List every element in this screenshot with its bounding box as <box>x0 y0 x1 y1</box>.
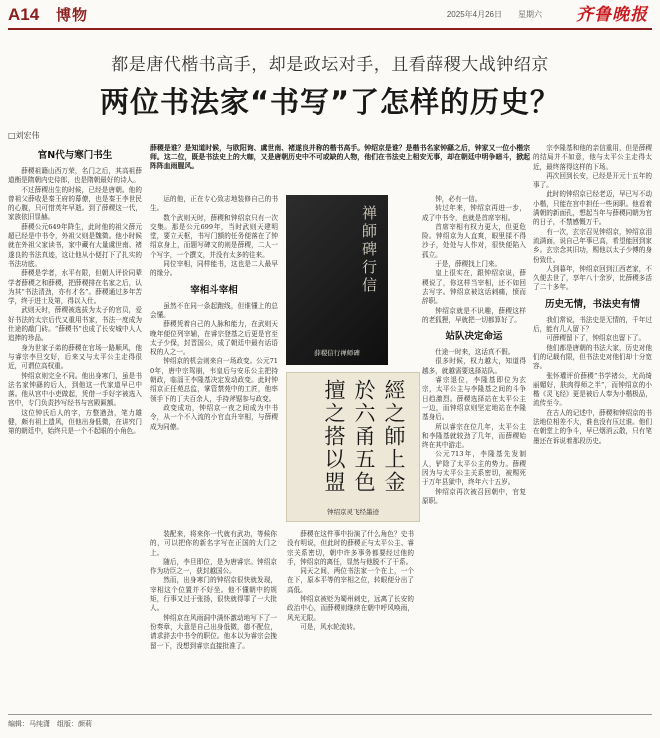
column-e <box>533 144 652 708</box>
manuscript-caption: 钟绍京灵飞经墨迹 <box>327 508 379 516</box>
body-paragraph: 钟绍京就是不识趣，薛稷这样的老狐狸，早就把一切都算好了。 <box>422 306 526 324</box>
column-b2-body <box>150 302 278 432</box>
masthead <box>8 4 652 30</box>
body-paragraph: 钟绍京被贬为蜀州刺史，远离了长安的政治中心，而薛稷则继续在朝中呼风唤雨，风光无限。 <box>287 595 414 622</box>
column-a-body <box>8 167 142 437</box>
body-paragraph: 虽然不在同一条起跑线，但谁懂上的总会懂。 <box>150 301 278 319</box>
body-paragraph: 转过年来，钟绍京再进一步，成了中书令，也就是首席宰相。 <box>422 204 526 222</box>
body-paragraph: 这位钟氏后人的字，方整遒劲，笔力雄健，颇有祖上遗风，但他出身低微，在讲究门第的朝廷中，始终只是一个不起眼的小角色。 <box>8 408 142 436</box>
newspaper-logo: 齐鲁晚报 <box>576 5 648 25</box>
section-name: 博物 <box>56 6 89 24</box>
body-paragraph: 在古人的记述中，薛稷和钟绍京的书法地位相差不大，谁也没有压过谁。他们在朝堂上的争斗，早已烟消云散，只有笔墨还在诉说着那段历史。 <box>533 408 652 445</box>
body-paragraph: 张怀瓘评价薛稷“书学褚公，尤尚绮丽媚好，肤肉得师之半”，而钟绍京的小楷《灵飞经》更是被后人奉为小楷极品，流传至今。 <box>533 371 652 408</box>
body-paragraph: 薛稷公元649年降生，此时他的祖父薛元超已经是中书令，外祖父则是魏徵。他小时候就在外祖父家读书，家中藏有大量虞世南、褚遂良的书法真迹，这让他从小便打下了扎实的书法功底。 <box>8 222 142 268</box>
section-heading-4: 历史无情，书法史有情 <box>544 298 640 310</box>
manuscript-image <box>286 372 420 522</box>
issue-date: 2025年4月26日 <box>446 10 502 19</box>
body-paragraph: 首席宰相有权力更大，但更危险。钟绍京为人直爽，眼里揉不得沙子，处处与人作对，很快便陷入孤立。 <box>422 222 526 259</box>
body-paragraph: 有一次，玄宗召见钟绍京，钟绍京泪流满面，说自己年事已高，希望能回到家乡。玄宗念其旧功，赐他以太子少傅的身份致仕。 <box>533 227 652 264</box>
body-paragraph: 薛稷是学者，水平有限，但朝人评价同辈学者薛稷之和薛稷，把薛稷排在名家之后，认为其“书法清劲，亦有才名”。薛稷通过多年苦学，终于进士及第，得以入仕。 <box>8 269 142 306</box>
stele-rubbing-image <box>286 195 388 365</box>
body-paragraph: 可是，风水轮流转。 <box>300 622 360 631</box>
body-paragraph: 睿宗退位，李隆基即位为玄宗，太平公主与李隆基之间的斗争日趋激烈。薛稷选择站在太平公主一边，而钟绍京则坚定地站在李隆基身后。 <box>422 376 526 422</box>
issue-weekday: 星期六 <box>518 10 542 19</box>
column-b-body <box>150 195 278 279</box>
body-paragraph: 薛稷祖籍山西万荣，名门之后，其高祖薛道衡是隋朝内史侍郎，也是隋朝最好的诗人。 <box>8 167 142 185</box>
page-number: A14 <box>8 5 40 24</box>
body-paragraph: 于是，薛稷找上门来。 <box>435 260 502 269</box>
section-heading-1: 官N代与寒门书生 <box>37 150 113 161</box>
stele-calligraphy: 禅師碑行信 <box>360 205 378 295</box>
body-paragraph: 同天之间，两位书法家一个在上，一个在下，原本平等的宰相之位，转眼便分出了高低。 <box>287 567 414 594</box>
column-e-body <box>533 144 652 293</box>
body-paragraph: 钟绍京则完全不同。他出身寒门，虽是书法名家钟繇的后人，到他这一代家道早已中落。他从宫中小吏做起，凭借一手好字被选入宫中，专门负责抄写经书与宫殿匾额。 <box>8 371 142 408</box>
body-paragraph: 再次回到长安，已经是开元十五年的事了。 <box>533 171 652 190</box>
column-c-bottom <box>150 530 414 702</box>
body-paragraph: 钟绍京在风雨洞中满怀激动地写下了一份奏章，大意是自己出身低微，德不配位，请求辞去中书令的职位。他本以为睿宗会挽留一下，没想到睿宗直接批准了。 <box>150 613 277 650</box>
body-paragraph: 身为世家子弟的薛稷在官场一路顺风，他与睿宗李旦交好，后来又与太平公主走得很近，可谓位高权重。 <box>8 343 142 371</box>
column-a <box>8 144 142 708</box>
body-paragraph: 很多时候，权力越大，知道得越多，就越需要选择站队。 <box>422 357 526 375</box>
column-d2-body <box>422 348 526 506</box>
byline: □刘宏伟 <box>8 131 40 140</box>
column-d <box>422 195 526 700</box>
body-paragraph: 钟绍京的机会则来自一场政变。公元710年，唐中宗驾崩，韦皇后与安乐公主把持朝政，临淄王李隆基决定发动政变。此时钟绍京正任苑总监，掌管禁苑中的工匠，他率领手下的丁夫百余人，手持斧锯参与政变。 <box>150 357 278 403</box>
section-heading-3: 站队决定命运 <box>445 331 503 343</box>
body-paragraph: 薛稷凭着自己的人脉和能力，在武则天晚年便位列宰辅，在睿宗登基之后更是官至太子少保，封晋国公，成了朝廷中最有话语权的人之一。 <box>150 320 278 357</box>
body-paragraph: 不过薛稷出生的时候，已经是唐朝。他的曾祖父薛收是秦王府的幕僚，也是秦王李世民的心腹，只可惜英年早逝。到了薛稷这一代，家族依旧显赫。 <box>8 185 142 222</box>
body-paragraph: 同位宰相，同样能书，这也是二人最早的缘分。 <box>150 260 278 278</box>
body-paragraph: 随后，李旦即位，是为唐睿宗。钟绍京作为功臣之一，获封越国公。 <box>150 557 277 576</box>
lead-paragraph: 薛稷是谁？是知道时候，与欧阳询、虞世南、褚遂良并称的楷书高手。钟绍京是谁？是楷书名家钟繇之后，钟家又一位小楷宗师。这二位，既是书法史上的大咖，又是唐朝历史中不可或缺的人物，他们在书法史上相安无事，却在朝廷中明争暗斗，掀起阵阵血雨腥风。 <box>150 144 530 171</box>
body-paragraph: 我们常说，书法史是无情的，千年过后，能有几人留下？ <box>533 315 652 334</box>
section-heading-2: 宰相斗宰相 <box>190 284 238 296</box>
column-c-top-body <box>150 530 277 614</box>
body-paragraph: 然而，出身寒门的钟绍京很快就发现，宰相这个位置并不好坐。他不懂朝中的规矩，行事又过于张扬，很快就得罪了一大批人。 <box>150 576 277 613</box>
body-paragraph: 宗李隆基和他的亲信重用，但是薛稷的结局并不如意，他与太平公主走得太近，最终落得这样的下场。 <box>533 144 652 171</box>
body-paragraph: 皇上很实在，跟钟绍京说，薛稷说了，你这样当宰相，还不如回去写字。钟绍京被这话刺痛，愤而辞职。 <box>422 269 526 306</box>
column-d-body <box>422 195 526 325</box>
manuscript-calligraphy: 經之師上金 於六甬五色 擅之搭以盟 <box>322 379 406 494</box>
body-paragraph: 运的他，正在专心致志地装修自己的书生。 <box>150 195 278 213</box>
page-footer: 编辑：马纯潇 组版：颜莉 <box>8 714 652 729</box>
body-paragraph: 钟绍京再次被召回朝中，官复原职。 <box>422 487 526 505</box>
column-e2-body <box>533 316 652 446</box>
body-paragraph: 武则天时，薛稷被选拔为太子的官员，爱好书法的太宗后代又重用书家，书法一度成为仕途的敲门砖。“薛稷书”也成了长安城中人人追捧的珍品。 <box>8 306 142 343</box>
body-paragraph: 薛稷在这件事中扮演了什么角色？史书没有明说，但此时的薛稷正与太平公主、睿宗关系密切，朝中许多事务都要经过他的手，钟绍京的离任，显然与他脱不了干系。 <box>287 530 414 566</box>
page-title: 两位书法家“书写”了怎样的历史？ <box>99 85 561 119</box>
body-paragraph: 他们都是唐朝的书法大家，历史对他们的记载有限，但书法史对他们却十分宽容。 <box>533 343 652 371</box>
body-paragraph: 数个武则天时，薛稷和钟绍京只有一次交集。那是公元699年，当时武则天建明堂，要立天枢，书写门额的任务便落在了钟绍京身上，而题写碑文的则是薛稷，二人一个写字，一个撰文，并没有太多的往来。 <box>150 213 278 259</box>
stele-caption: 薛稷信行禅师碑 <box>314 349 360 357</box>
headline-kicker: 都是唐代楷书高手，却是政坛对手，且看薛稷大战钟绍京 <box>111 55 549 75</box>
body-paragraph: 人到暮年，钟绍京回到江西老家，不久便去世了，享年八十余岁，比薛稷多活了二十多年。 <box>533 264 652 292</box>
body-paragraph: 装配来，将来你一代就有武功，等候你的，可以把你的新名字写在正国的大门之上。 <box>150 530 277 557</box>
body-paragraph: 可薛稷留下了，钟绍京也留下了。 <box>546 334 646 343</box>
body-paragraph: 公元713年，李隆基先发制人，铲除了太平公主的势力。薛稷因为与太平公主关系密切，被赐死于万年县狱中，终年六十五岁。 <box>422 450 526 487</box>
column-c-spacer <box>392 195 418 365</box>
body-paragraph: 此时的钟绍京已经老迈，早已写不动小楷，只能在宫中担任一些闲职。他看着满朝的新面孔，想起当年与薛稷同朝为官的日子，不禁感慨万千。 <box>533 190 652 227</box>
body-paragraph: 钟，必有一信。 <box>435 195 482 203</box>
body-paragraph: 所以睿宗在位几年，太平公主和李隆基就较劲了几年，而薛稷始终在其中游走。 <box>422 422 526 450</box>
body-paragraph: 仕途一时来，这话真不假。 <box>435 348 515 357</box>
body-paragraph: 政变成功，钟绍京一夜之间成为中书令，从一个不入流的小官直升宰相，与薛稷成为同僚。 <box>150 403 278 431</box>
